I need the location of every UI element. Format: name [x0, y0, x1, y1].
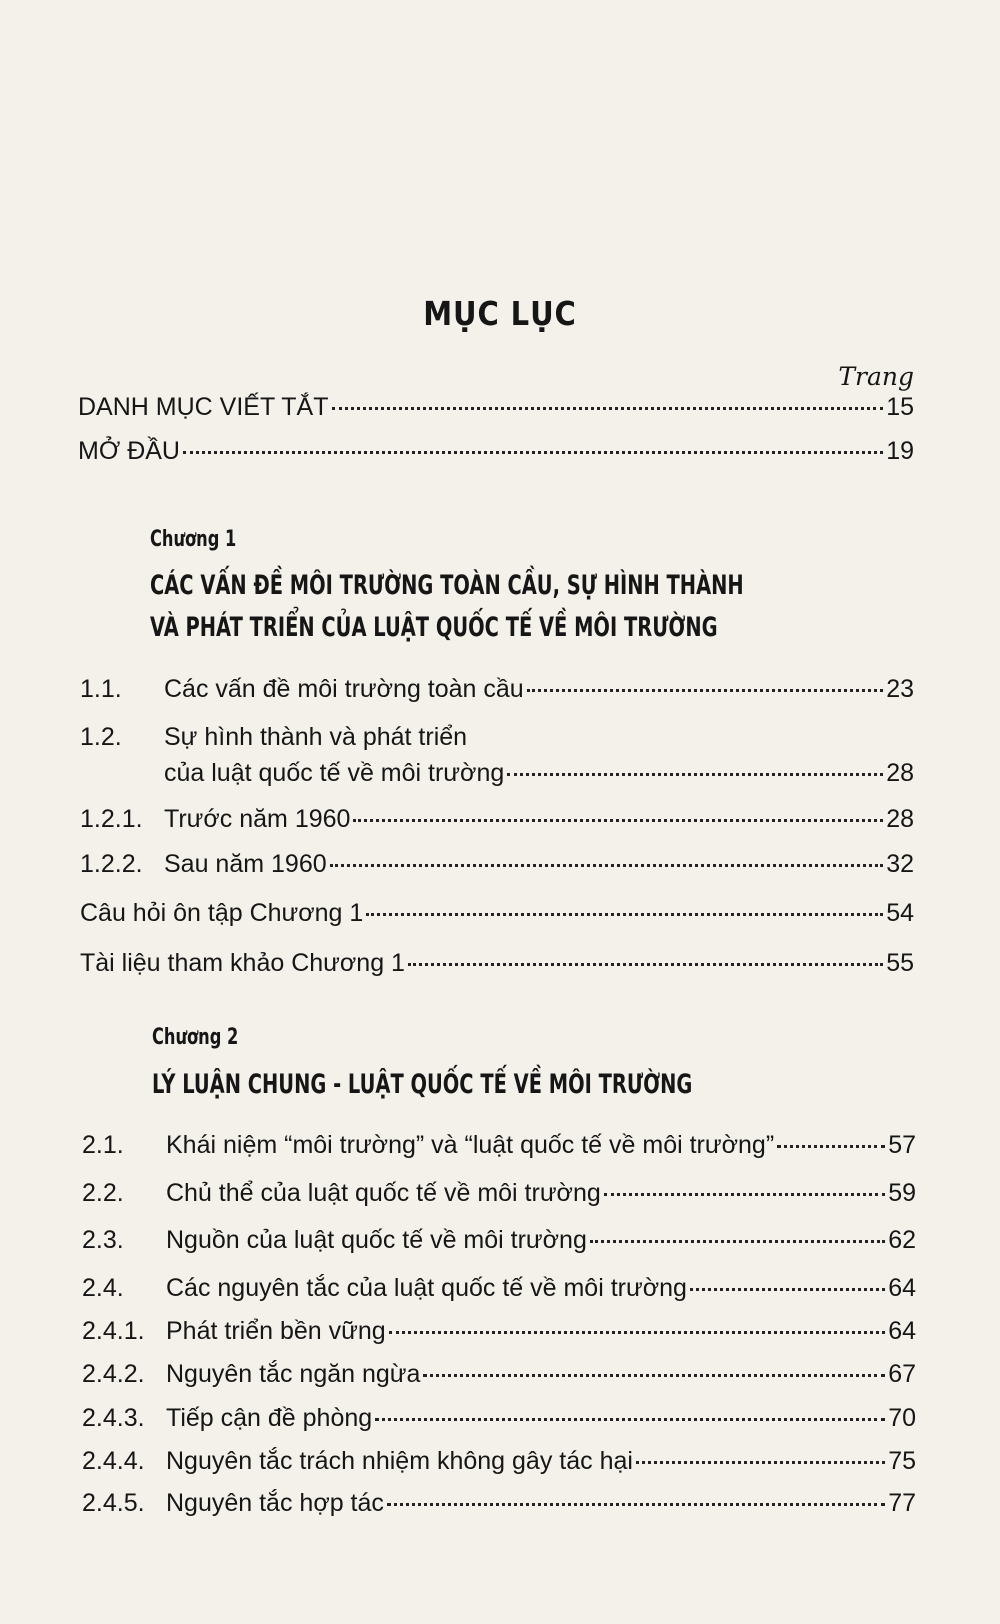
entry-page: 77 — [888, 1489, 916, 1517]
entry-page: 64 — [888, 1274, 916, 1302]
entry-number: 2.2. — [82, 1179, 124, 1207]
entry-title: Các nguyên tắc của luật quốc tế về môi trường — [166, 1274, 687, 1302]
chapter-1-label: Chương 1 — [150, 527, 237, 552]
toc-entry — [80, 804, 914, 834]
entry-title: Nguyên tắc ngăn ngừa — [166, 1360, 421, 1388]
chapter-2-label: Chương 2 — [152, 1025, 239, 1050]
dot-leader — [408, 963, 883, 966]
chapter-1-title-line-1: CÁC VẤN ĐỀ MÔI TRƯỜNG TOÀN CẦU, SỰ HÌNH THÀNH — [150, 570, 744, 601]
dot-leader — [690, 1288, 885, 1291]
dot-leader — [375, 1418, 885, 1421]
dot-leader — [330, 864, 884, 867]
toc-entry — [82, 1225, 916, 1255]
toc-entry — [82, 1488, 916, 1518]
entry-number: 1.2. — [80, 723, 122, 751]
entry-title: Tiếp cận đề phòng — [166, 1404, 373, 1432]
entry-title: Câu hỏi ôn tập Chương 1 — [80, 899, 364, 927]
toc-entry — [82, 1130, 916, 1160]
toc-entry — [80, 849, 914, 879]
entry-page: 59 — [888, 1179, 916, 1207]
entry-title: Chủ thể của luật quốc tế về môi trường — [166, 1179, 601, 1207]
dot-leader — [332, 407, 884, 410]
entry-title: Khái niệm “môi trường” và “luật quốc tế về môi trường” — [166, 1131, 775, 1159]
entry-page: 75 — [888, 1447, 916, 1475]
entry-page: 67 — [888, 1360, 916, 1388]
toc-entry-introduction — [78, 436, 914, 466]
dot-leader — [366, 913, 883, 916]
toc-entry — [80, 674, 914, 704]
toc-entry-number-only — [80, 722, 914, 752]
page-title: MỤC LỤC — [423, 294, 577, 333]
dot-leader — [777, 1145, 885, 1148]
dot-leader — [507, 773, 883, 776]
entry-title: Nguồn của luật quốc tế về môi trường — [166, 1226, 587, 1254]
entry-title: MỞ ĐẦU — [78, 437, 180, 465]
entry-page: 54 — [886, 899, 914, 927]
entry-number: 2.4.2. — [82, 1360, 145, 1388]
chapter-1-title-line-2: VÀ PHÁT TRIỂN CỦA LUẬT QUỐC TẾ VỀ MÔI TRƯỜNG — [150, 612, 718, 643]
chapter-2-title: LÝ LUẬN CHUNG - LUẬT QUỐC TẾ VỀ MÔI TRƯỜNG — [152, 1069, 693, 1100]
entry-title: Các vấn đề môi trường toàn cầu — [164, 675, 524, 703]
entry-title-line-1: Sự hình thành và phát triển — [164, 723, 468, 751]
toc-entry — [82, 1403, 916, 1433]
dot-leader — [636, 1461, 885, 1464]
entry-title: Tài liệu tham khảo Chương 1 — [80, 949, 405, 977]
dot-leader — [353, 819, 883, 822]
toc-entry — [82, 1446, 916, 1476]
entry-number: 2.4. — [82, 1274, 124, 1302]
dot-leader — [183, 451, 883, 454]
entry-page: 28 — [886, 759, 914, 787]
dot-leader — [389, 1331, 886, 1334]
entry-title: Sau năm 1960 — [164, 850, 327, 878]
entry-page: 15 — [886, 393, 914, 421]
dot-leader — [590, 1240, 885, 1243]
entry-page: 19 — [886, 437, 914, 465]
toc-entry — [82, 1316, 916, 1346]
entry-page: 70 — [888, 1404, 916, 1432]
toc-entry-references — [80, 948, 914, 978]
toc-entry-continued — [164, 758, 914, 788]
entry-page: 28 — [886, 805, 914, 833]
entry-page: 32 — [886, 850, 914, 878]
entry-number: 1.2.2. — [80, 850, 143, 878]
entry-number: 2.3. — [82, 1226, 124, 1254]
entry-page: 55 — [886, 949, 914, 977]
toc-entry — [82, 1359, 916, 1389]
entry-title: của luật quốc tế về môi trường — [164, 759, 505, 787]
entry-number: 2.4.3. — [82, 1404, 145, 1432]
entry-number: 2.4.4. — [82, 1447, 145, 1475]
entry-number: 2.4.5. — [82, 1489, 145, 1517]
entry-number: 1.1. — [80, 675, 122, 703]
dot-leader — [527, 689, 883, 692]
toc-entry-abbreviations — [78, 392, 914, 422]
toc-entry-review — [80, 898, 914, 928]
entry-page: 62 — [888, 1226, 916, 1254]
entry-title: Nguyên tắc hợp tác — [166, 1489, 384, 1517]
toc-entry — [82, 1273, 916, 1303]
entry-title: DANH MỤC VIẾT TẮT — [78, 393, 329, 421]
entry-title: Nguyên tắc trách nhiệm không gây tác hại — [166, 1447, 633, 1475]
entry-page: 64 — [888, 1317, 916, 1345]
toc-entry — [82, 1178, 916, 1208]
entry-title: Trước năm 1960 — [164, 805, 351, 833]
page-column-label: Trang — [838, 362, 914, 391]
entry-number: 2.4.1. — [82, 1317, 145, 1345]
entry-number: 2.1. — [82, 1131, 124, 1159]
entry-page: 23 — [886, 675, 914, 703]
dot-leader — [387, 1503, 885, 1506]
entry-page: 57 — [888, 1131, 916, 1159]
entry-title: Phát triển bền vững — [166, 1317, 386, 1345]
entry-number: 1.2.1. — [80, 805, 143, 833]
dot-leader — [604, 1193, 885, 1196]
dot-leader — [423, 1374, 885, 1377]
